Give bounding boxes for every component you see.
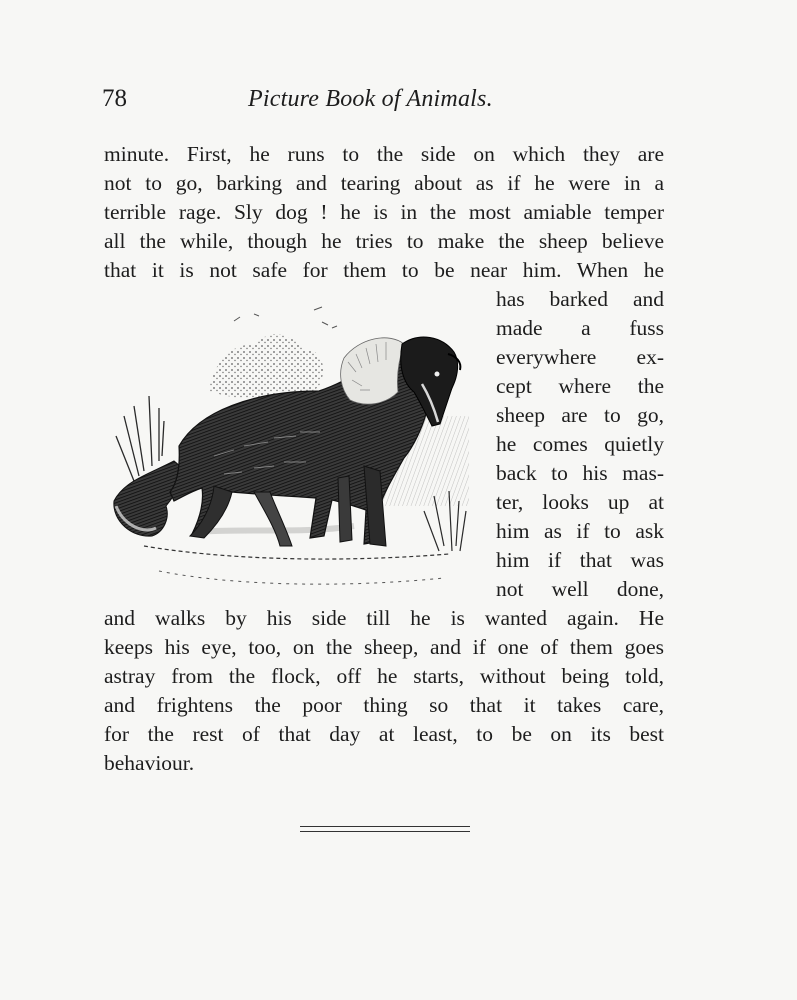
text-line: that it is not safe for them to be near him. When he xyxy=(104,258,664,282)
dog-front-leg-far xyxy=(338,476,352,542)
text-line: and walks by his side till he is wanted again. He xyxy=(104,606,664,630)
ornament-rule-top xyxy=(300,826,470,827)
dog-eye xyxy=(435,372,440,377)
ground-line-lower xyxy=(159,571,444,584)
ground-line xyxy=(144,546,449,559)
text-line: all the while, though he tries to make the sheep believe xyxy=(104,229,664,253)
dog-hind-leg-near xyxy=(254,492,292,546)
text-line: and frightens the poor thing so that it takes care, xyxy=(104,693,664,717)
side-text-line: him as if to ask xyxy=(496,519,664,543)
side-text-line: everywhere ex- xyxy=(496,345,664,369)
text-line: not to go, barking and tearing about as if he were in a xyxy=(104,171,664,195)
side-text-line: cept where the xyxy=(496,374,664,398)
grass-left xyxy=(116,396,164,481)
text-line: astray from the flock, off he starts, without being told, xyxy=(104,664,664,688)
side-text-line: not well done, xyxy=(496,577,664,601)
running-title: Picture Book of Animals. xyxy=(248,86,493,112)
ornament-rule-bottom xyxy=(300,831,470,832)
text-line: keeps his eye, too, on the sheep, and if one of them goes xyxy=(104,635,664,659)
side-text-line: sheep are to go, xyxy=(496,403,664,427)
sheepdog-illustration xyxy=(104,296,486,596)
text-line: terrible rage. Sly dog ! he is in the most amiable temper xyxy=(104,200,664,224)
side-text-line: made a fuss xyxy=(496,316,664,340)
bush-shape xyxy=(209,334,323,400)
bird-marks xyxy=(234,307,337,328)
dog-ruff xyxy=(341,338,404,404)
text-line: minute. First, he runs to the side on which they are xyxy=(104,142,664,166)
side-text-line: ter, looks up at xyxy=(496,490,664,514)
text-line: behaviour. xyxy=(104,751,195,775)
side-text-line: back to his mas- xyxy=(496,461,664,485)
page-number: 78 xyxy=(102,85,127,112)
side-text-line: has barked and xyxy=(496,287,664,311)
side-text-line: him if that was xyxy=(496,548,664,572)
side-text-line: he comes quietly xyxy=(496,432,664,456)
text-line: for the rest of that day at least, to be on its best xyxy=(104,722,664,746)
